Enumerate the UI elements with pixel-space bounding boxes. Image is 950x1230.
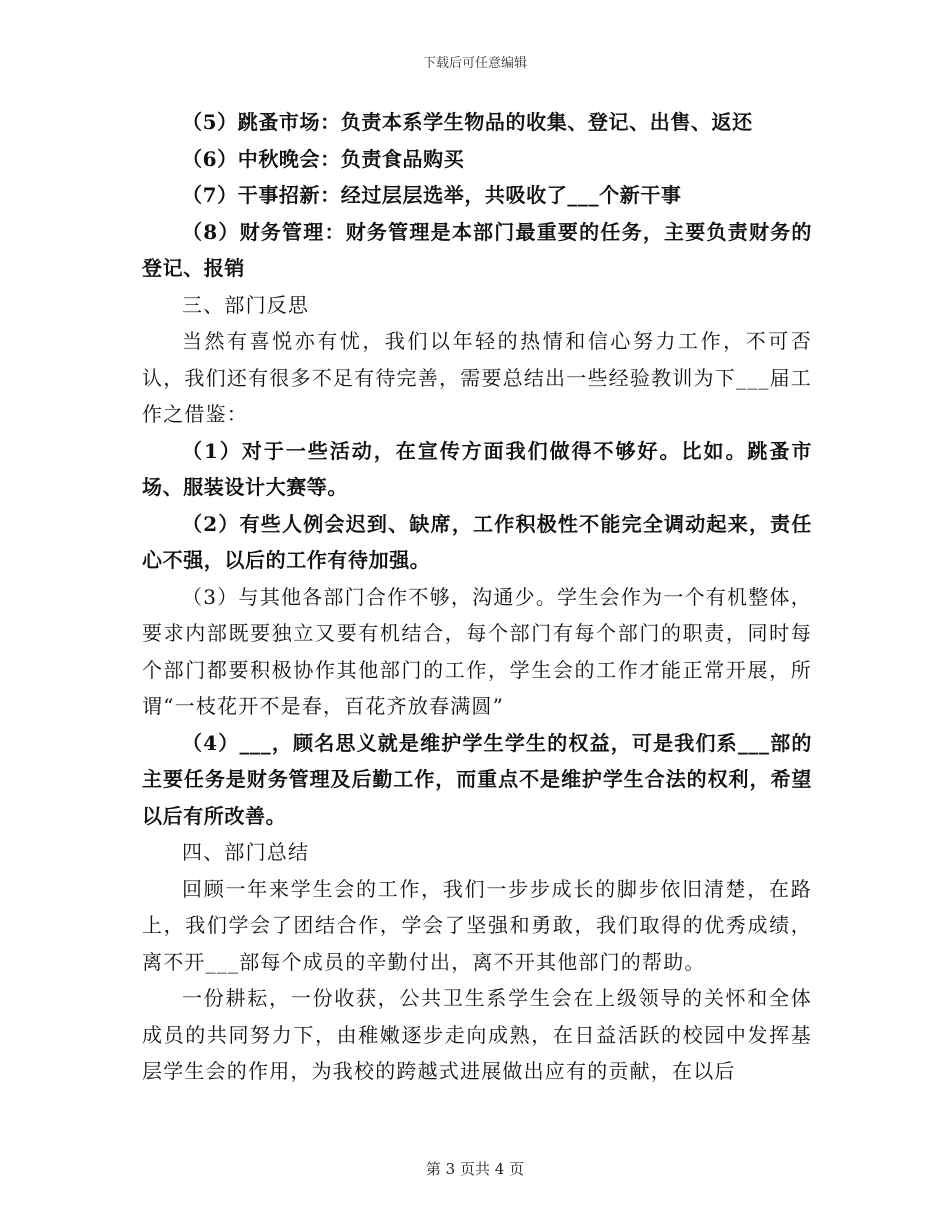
document-body [142, 104, 812, 1090]
reflection-item-2: （2）有些人例会迟到、缺席，工作积极性不能完全调动起来，责任心不强，以后的工作有待加强。 [142, 511, 812, 572]
list-item-flea-market: （5）跳蚤市场：负责本系学生物品的收集、登记、出售、返还 [182, 110, 753, 134]
reflection-item-3: （3）与其他各部门合作不够，沟通少。学生会作为一个有机整体，要求内部既要独立又要有机结合，每个部门有每个部门的职责，同时每个部门都要积极协作其他部门的工作，学生会的工作才能正常开展，所谓“一枝花开不是春，百花齐放春满圆” [142, 584, 812, 718]
list-item-finance: （8）财务管理：财务管理是本部门最重要的任务，主要负责财务的登记、报销 [142, 219, 812, 280]
section-heading-reflection: 三、部门反思 [182, 292, 310, 317]
list-item-mid-autumn-party: （6）中秋晚会：负责食品购买 [182, 146, 465, 171]
page-header: 下载后可任意编辑 [422, 56, 527, 71]
page-footer: 第 3 页共 4 页 [425, 1160, 525, 1178]
summary-paragraph-1: 回顾一年来学生会的工作，我们一步步成长的脚步依旧清楚，在路上，我们学会了团结合作，学会了坚强和勇敢，我们取得的优秀成绩，离不开___部每个成员的辛勤付出，离不开其他部门的帮助。 [142, 876, 812, 974]
section-heading-summary: 四、部门总结 [182, 840, 310, 864]
reflection-item-4: （4）___，顾名思义就是维护学生学生的权益，可是我们系___部的主要任务是财务管理及后勤工作，而重点不是维护学生合法的权利，希望以后有所改善。 [142, 730, 812, 828]
list-item-recruitment: （7）干事招新：经过层层选举，共吸收了___个新干事 [182, 183, 682, 207]
reflection-item-1: （1）对于一些活动，在宣传方面我们做得不够好。比如。跳蚤市场、服装设计大赛等。 [142, 438, 812, 499]
summary-paragraph-2: 一份耕耘，一份收获，公共卫生系学生会在上级领导的关怀和全体成员的共同努力下，由稚嫩逐步走向成熟，在日益活跃的校园中发挥基层学生会的作用，为我校的跨越式进展做出应有的贡献，在以后 [142, 986, 812, 1083]
reflection-intro-paragraph: 当然有喜悦亦有忧，我们以年轻的热情和信心努力工作，不可否认，我们还有很多不足有待完善，需要总结出一些经验教训为下___届工作之借鉴： [142, 329, 812, 426]
